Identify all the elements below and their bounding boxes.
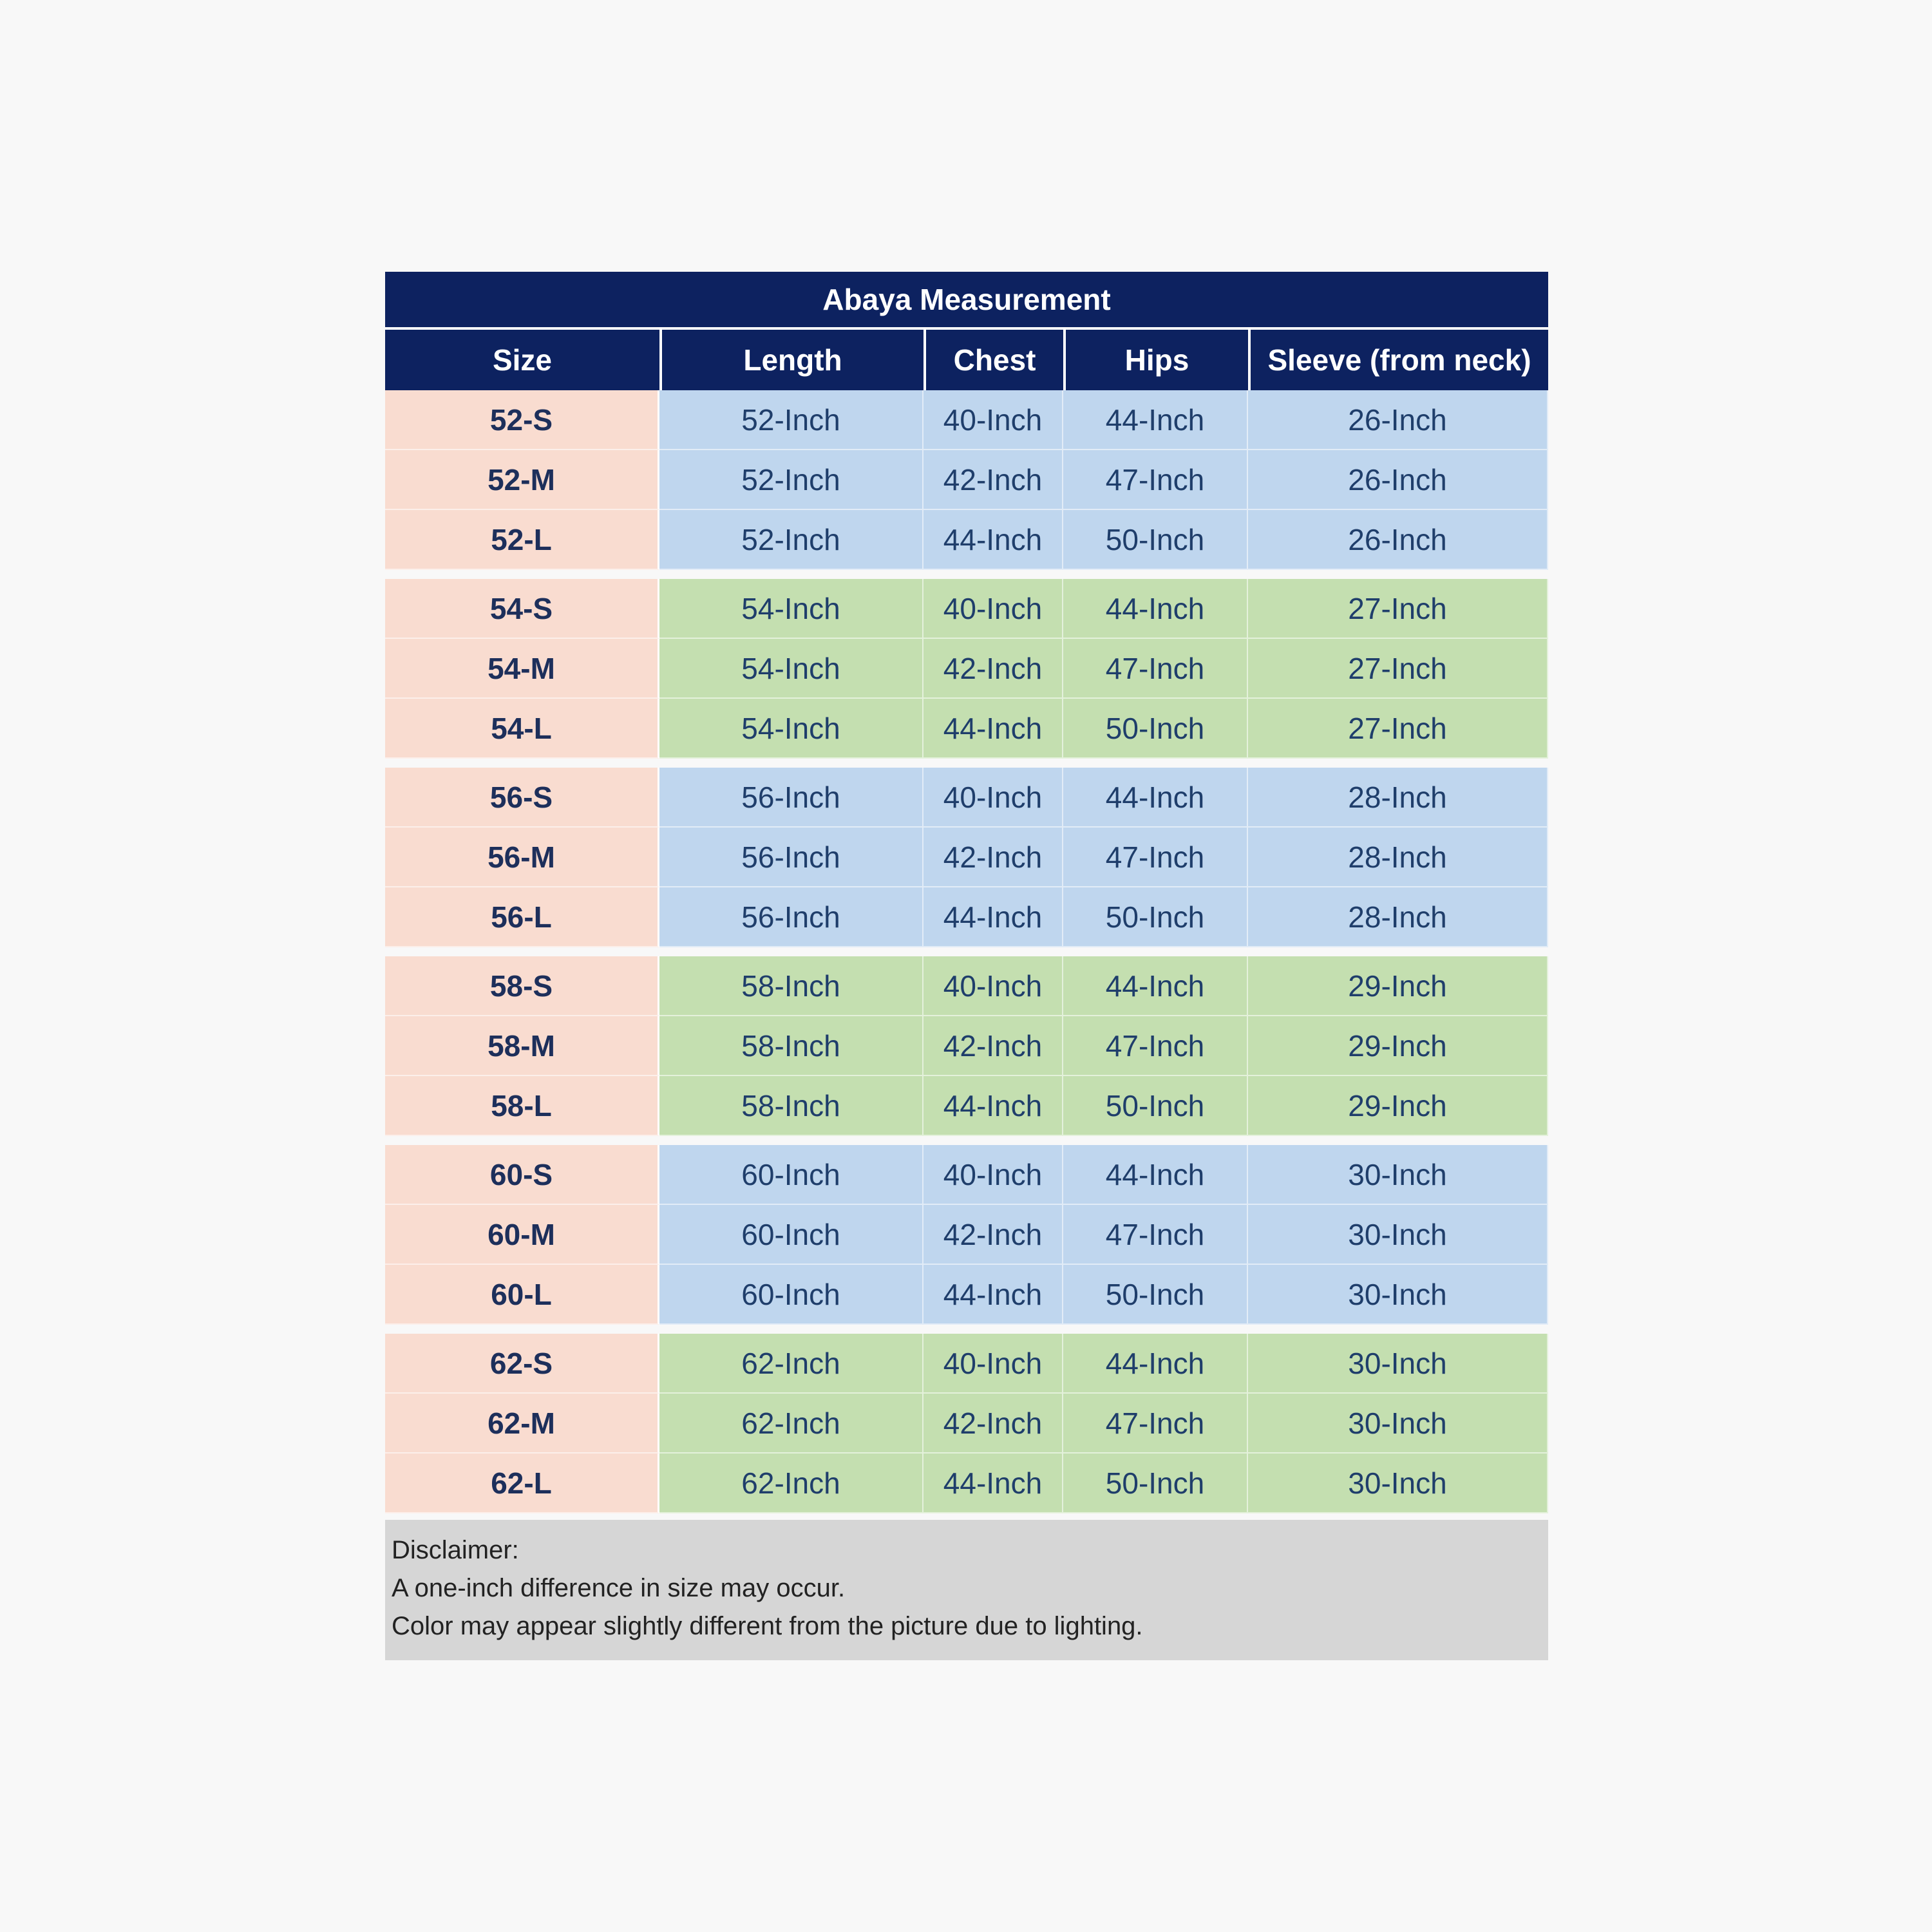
hips-cell: 50-Inch: [1063, 699, 1248, 759]
sleeve-cell: 26-Inch: [1248, 390, 1548, 450]
sleeve-cell: 30-Inch: [1248, 1334, 1548, 1394]
column-header-sleeve: Sleeve (from neck): [1248, 330, 1548, 390]
table-row: [385, 1265, 1548, 1325]
chest-cell: 42-Inch: [923, 639, 1063, 699]
length-cell: 60-Inch: [659, 1265, 923, 1325]
hips-cell: 47-Inch: [1063, 1016, 1248, 1076]
size-cell: 58-L: [385, 1076, 659, 1136]
sleeve-cell: 29-Inch: [1248, 956, 1548, 1016]
sleeve-cell: 30-Inch: [1248, 1265, 1548, 1325]
length-cell: 56-Inch: [659, 887, 923, 947]
table-row: [385, 1394, 1548, 1454]
size-group: [385, 579, 1548, 759]
table-row: [385, 390, 1548, 450]
size-cell: 54-L: [385, 699, 659, 759]
hips-cell: 44-Inch: [1063, 579, 1248, 639]
column-header-hips: Hips: [1063, 330, 1248, 390]
length-cell: 58-Inch: [659, 1076, 923, 1136]
length-cell: 52-Inch: [659, 510, 923, 570]
length-cell: 54-Inch: [659, 639, 923, 699]
chest-cell: 44-Inch: [923, 510, 1063, 570]
size-cell: 60-L: [385, 1265, 659, 1325]
size-cell: 62-S: [385, 1334, 659, 1394]
table-row: [385, 1334, 1548, 1394]
table-body: [385, 390, 1548, 1513]
length-cell: 52-Inch: [659, 450, 923, 510]
sleeve-cell: 29-Inch: [1248, 1076, 1548, 1136]
size-cell: 62-M: [385, 1394, 659, 1454]
length-cell: 62-Inch: [659, 1454, 923, 1513]
sleeve-cell: 26-Inch: [1248, 510, 1548, 570]
column-header-chest: Chest: [923, 330, 1063, 390]
length-cell: 60-Inch: [659, 1205, 923, 1265]
sleeve-cell: 27-Inch: [1248, 579, 1548, 639]
chest-cell: 44-Inch: [923, 699, 1063, 759]
chest-cell: 44-Inch: [923, 1076, 1063, 1136]
length-cell: 54-Inch: [659, 699, 923, 759]
size-group: [385, 768, 1548, 947]
disclaimer-heading: Disclaimer:: [392, 1536, 519, 1564]
hips-cell: 47-Inch: [1063, 639, 1248, 699]
table-row: [385, 887, 1548, 947]
chest-cell: 40-Inch: [923, 768, 1063, 828]
chest-cell: 40-Inch: [923, 1334, 1063, 1394]
length-cell: 56-Inch: [659, 828, 923, 887]
disclaimer-line: Color may appear slightly different from the picture due to lighting.: [392, 1612, 1143, 1640]
hips-cell: 47-Inch: [1063, 828, 1248, 887]
table-row: [385, 1076, 1548, 1136]
hips-cell: 44-Inch: [1063, 768, 1248, 828]
hips-cell: 44-Inch: [1063, 390, 1248, 450]
hips-cell: 50-Inch: [1063, 510, 1248, 570]
hips-cell: 44-Inch: [1063, 956, 1248, 1016]
size-cell: 54-M: [385, 639, 659, 699]
hips-cell: 50-Inch: [1063, 1454, 1248, 1513]
table-row: [385, 579, 1548, 639]
table-title: Abaya Measurement: [385, 272, 1548, 330]
sleeve-cell: 30-Inch: [1248, 1145, 1548, 1205]
size-cell: 52-M: [385, 450, 659, 510]
hips-cell: 47-Inch: [1063, 450, 1248, 510]
sleeve-cell: 28-Inch: [1248, 828, 1548, 887]
length-cell: 62-Inch: [659, 1334, 923, 1394]
length-cell: 52-Inch: [659, 390, 923, 450]
table-row: [385, 768, 1548, 828]
length-cell: 58-Inch: [659, 956, 923, 1016]
sleeve-cell: 30-Inch: [1248, 1394, 1548, 1454]
column-header-length: Length: [659, 330, 923, 390]
disclaimer-line: A one-inch difference in size may occur.: [392, 1574, 846, 1602]
hips-cell: 47-Inch: [1063, 1394, 1248, 1454]
length-cell: 62-Inch: [659, 1394, 923, 1454]
chest-cell: 40-Inch: [923, 1145, 1063, 1205]
size-group: [385, 1334, 1548, 1513]
size-group: [385, 956, 1548, 1136]
sleeve-cell: 28-Inch: [1248, 887, 1548, 947]
length-cell: 60-Inch: [659, 1145, 923, 1205]
hips-cell: 44-Inch: [1063, 1145, 1248, 1205]
table-row: [385, 450, 1548, 510]
header-row: [385, 330, 1548, 390]
table-row: [385, 1145, 1548, 1205]
sleeve-cell: 30-Inch: [1248, 1205, 1548, 1265]
chest-cell: 40-Inch: [923, 579, 1063, 639]
size-group: [385, 1145, 1548, 1325]
hips-cell: 50-Inch: [1063, 1265, 1248, 1325]
size-cell: 56-M: [385, 828, 659, 887]
size-chart: [385, 272, 1548, 1660]
chest-cell: 40-Inch: [923, 390, 1063, 450]
table-row: [385, 639, 1548, 699]
table-row: [385, 1454, 1548, 1513]
table-row: [385, 699, 1548, 759]
size-group: [385, 390, 1548, 570]
table-row: [385, 1205, 1548, 1265]
sleeve-cell: 28-Inch: [1248, 768, 1548, 828]
chest-cell: 44-Inch: [923, 1265, 1063, 1325]
sleeve-cell: 30-Inch: [1248, 1454, 1548, 1513]
size-cell: 60-S: [385, 1145, 659, 1205]
size-cell: 60-M: [385, 1205, 659, 1265]
hips-cell: 50-Inch: [1063, 887, 1248, 947]
size-cell: 56-S: [385, 768, 659, 828]
table-row: [385, 510, 1548, 570]
chest-cell: 42-Inch: [923, 1205, 1063, 1265]
disclaimer: [385, 1520, 1548, 1660]
chest-cell: 42-Inch: [923, 828, 1063, 887]
chest-cell: 44-Inch: [923, 887, 1063, 947]
column-header-size: Size: [492, 343, 553, 377]
length-cell: 56-Inch: [659, 768, 923, 828]
size-cell: 62-L: [385, 1454, 659, 1513]
size-cell: 56-L: [385, 887, 659, 947]
chest-cell: 42-Inch: [923, 1016, 1063, 1076]
length-cell: 58-Inch: [659, 1016, 923, 1076]
sleeve-cell: 29-Inch: [1248, 1016, 1548, 1076]
hips-cell: 50-Inch: [1063, 1076, 1248, 1136]
chest-cell: 40-Inch: [923, 956, 1063, 1016]
size-cell: 52-L: [385, 510, 659, 570]
chest-cell: 42-Inch: [923, 450, 1063, 510]
size-cell: 54-S: [385, 579, 659, 639]
sleeve-cell: 26-Inch: [1248, 450, 1548, 510]
length-cell: 54-Inch: [659, 579, 923, 639]
chest-cell: 42-Inch: [923, 1394, 1063, 1454]
sleeve-cell: 27-Inch: [1248, 699, 1548, 759]
table-row: [385, 956, 1548, 1016]
chest-cell: 44-Inch: [923, 1454, 1063, 1513]
hips-cell: 44-Inch: [1063, 1334, 1248, 1394]
hips-cell: 47-Inch: [1063, 1205, 1248, 1265]
size-cell: 52-S: [385, 390, 659, 450]
table-row: [385, 828, 1548, 887]
size-cell: 58-S: [385, 956, 659, 1016]
size-cell: 58-M: [385, 1016, 659, 1076]
table-row: [385, 1016, 1548, 1076]
sleeve-cell: 27-Inch: [1248, 639, 1548, 699]
